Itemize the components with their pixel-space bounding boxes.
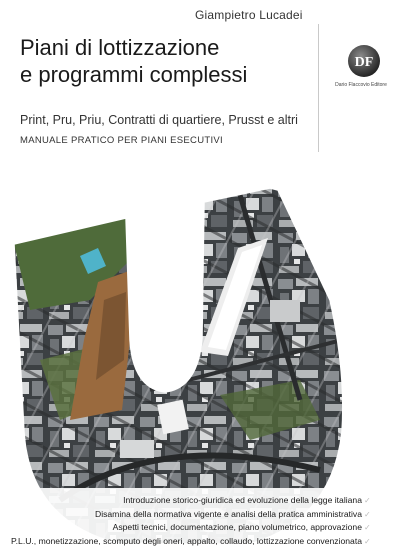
feature-text: Introduzione storico-giuridica ed evoluzione della legge italiana xyxy=(123,495,362,505)
check-icon: ✓ xyxy=(364,523,371,532)
check-icon: ✓ xyxy=(364,509,371,519)
feature-item xyxy=(11,521,374,535)
feature-list xyxy=(11,494,374,548)
title-line-1: Piani di lottizzazione xyxy=(20,35,220,60)
feature-text: Disamina della normativa vigente e analisi della pratica amministrativa xyxy=(94,508,362,519)
author-name: Giampietro Lucadei xyxy=(195,8,303,22)
feature-item xyxy=(11,494,374,508)
feature-text: Aspetti tecnici, documentazione, piano volumetrico, approvazione xyxy=(112,522,362,532)
book-subtitle: Print, Pru, Priu, Contratti di quartiere, Prusst e altri xyxy=(20,113,298,127)
publisher-logo-text: DF xyxy=(354,55,374,70)
check-icon: ✓ xyxy=(364,496,371,505)
feature-item xyxy=(11,535,374,549)
series-label: MANUALE PRATICO PER PIANI ESECUTIVI xyxy=(20,135,223,146)
title-line-2: e programmi complessi xyxy=(20,62,248,87)
check-icon: ✓ xyxy=(364,536,371,546)
feature-item xyxy=(11,508,374,522)
feature-text: P.L.U., monetizzazione, scomputo degli oneri, appalto, collaudo, lottizzazione convenzionata xyxy=(11,535,362,546)
publisher-name: Dario Flaccovio Editore xyxy=(335,82,387,88)
